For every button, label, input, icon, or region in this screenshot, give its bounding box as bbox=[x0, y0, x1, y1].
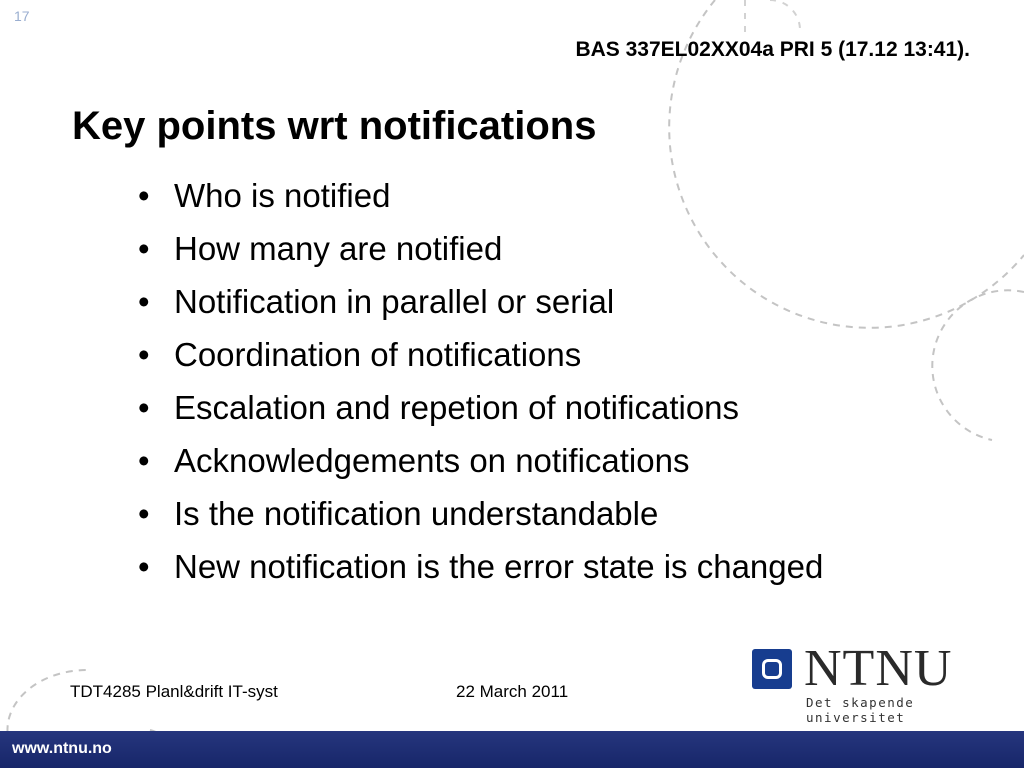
bullet-text: Escalation and repetion of notifications bbox=[174, 389, 740, 426]
header-reference: BAS 337EL02XX04a PRI 5 (17.12 13:41). bbox=[575, 38, 970, 61]
bullet-text: How many are notified bbox=[174, 230, 503, 267]
bottom-bar bbox=[0, 731, 1024, 768]
slide-title: Key points wrt notifications bbox=[72, 104, 597, 148]
site-url-link[interactable]: www.ntnu.no bbox=[12, 740, 112, 757]
bullet-item bbox=[138, 176, 898, 216]
bullet-text: Who is notified bbox=[174, 177, 391, 214]
bullet-text: Is the notification understandable bbox=[174, 495, 659, 532]
bullet-item bbox=[138, 388, 898, 428]
bullet-item bbox=[138, 547, 898, 587]
bullet-dot: • bbox=[138, 283, 150, 320]
ntnu-logo bbox=[752, 640, 1000, 725]
bullet-dot: • bbox=[138, 230, 150, 267]
bullet-item bbox=[138, 282, 898, 322]
logo-name: NTNU bbox=[804, 640, 953, 697]
bullet-text: Notification in parallel or serial bbox=[174, 283, 615, 320]
bullet-dot: • bbox=[138, 548, 150, 585]
bullet-item bbox=[138, 494, 898, 534]
ntnu-emblem-icon bbox=[752, 649, 792, 689]
bullet-text: Acknowledgements on notifications bbox=[174, 442, 690, 479]
bullet-dot: • bbox=[138, 495, 150, 532]
bullet-item bbox=[138, 441, 898, 481]
bullet-item bbox=[138, 335, 898, 375]
bullet-dot: • bbox=[138, 177, 150, 214]
slide-number: 17 bbox=[14, 8, 30, 24]
bullet-item bbox=[138, 229, 898, 269]
bullet-text: Coordination of notifications bbox=[174, 336, 582, 373]
bullet-text: New notification is the error state is changed bbox=[174, 548, 824, 585]
bullet-dot: • bbox=[138, 389, 150, 426]
bullet-dot: • bbox=[138, 442, 150, 479]
footer-date: 22 March 2011 bbox=[456, 682, 569, 701]
bullet-list bbox=[138, 176, 898, 600]
bullet-dot: • bbox=[138, 336, 150, 373]
logo-tagline: Det skapende universitet bbox=[806, 695, 915, 725]
footer-course: TDT4285 Planl&drift IT-syst bbox=[70, 682, 278, 701]
